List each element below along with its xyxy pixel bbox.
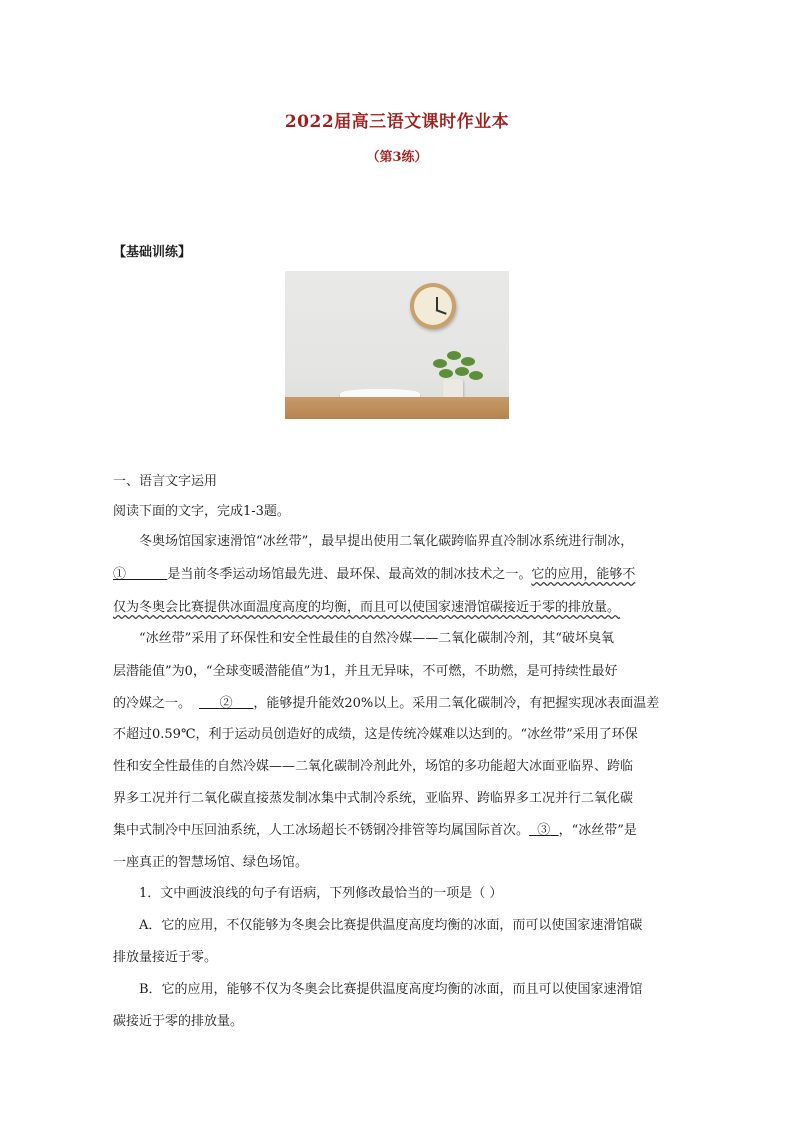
paragraph-2-line-4: 不超过0.59℃，利于运动员创造好的成绩，这是传统冷媒难以达到的。“冰丝带”采用了环保 bbox=[113, 727, 638, 742]
wooden-table bbox=[285, 397, 509, 419]
option-b-line-1: B．它的应用，能够不仅为冬奥会比赛提供温度高度均衡的冰面，而且可以使国家速滑馆 bbox=[139, 982, 643, 997]
paragraph-2-line-6: 界多工况并行二氧化碳直接蒸发制冰集中式制冷系统，亚临界、跨临界多工况并行二氧化碳 bbox=[113, 791, 634, 806]
option-a-line-1: A．它的应用，不仅能够为冬奥会比赛提供温度高度均衡的冰面，而可以使国家速滑馆碳 bbox=[139, 918, 643, 933]
option-b-line-2: 碳接近于零的排放量。 bbox=[113, 1014, 244, 1029]
clock-icon bbox=[410, 283, 456, 329]
wavy-sentence-cont: 仅为冬奥会比赛提供冰面温度高度的均衡，而且可以使国家速滑馆碳接近于零的排放量。 bbox=[113, 600, 621, 615]
paragraph-2-line-3b: ② ，能够提升能效20%以上。采用二氧化碳制冷，有把握实现冰表面温差 bbox=[199, 692, 659, 711]
clock-plant-photo bbox=[285, 271, 509, 419]
blank-3: ③ bbox=[537, 823, 551, 838]
option-a-line-2: 排放量接近于零。 bbox=[113, 950, 218, 965]
wavy-sentence: 它的应用，能够不 bbox=[531, 567, 636, 582]
paragraph-2-line-5: 性和安全性最佳的自然冷媒——二氧化碳制冷剂此外，场馆的多功能超大冰面亚临界、跨临 bbox=[113, 759, 634, 774]
paragraph-1-line-3 bbox=[113, 596, 620, 615]
instruction: 阅读下面的文字，完成1-3题。 bbox=[113, 504, 290, 519]
paragraph-1-line-2: ① 是当前冬季运动场馆最先进、最环保、最高效的制冰技术之一。它的应用，能够不 bbox=[113, 567, 636, 582]
paragraph-2-line-1: “冰丝带”采用了环保性和安全性最佳的自然冷媒——二氧化碳制冷剂，其“破坏臭氧 bbox=[139, 631, 614, 646]
paragraph-2-line-2: 层潜能值”为0，“全球变暖潜能值”为1，并且无异味，不可燃，不助燃，是可持续性最好 bbox=[113, 664, 618, 679]
paragraph-2-line-3: 的冷媒之一。 bbox=[113, 696, 192, 711]
blank-1: ① bbox=[113, 567, 127, 582]
page-title: 2022届高三语文课时作业本 bbox=[284, 112, 510, 132]
section-tag: 【基础训练】 bbox=[113, 245, 192, 260]
page-subtitle: （第3练） bbox=[366, 150, 428, 165]
question-1: 1．文中画波浪线的句子有语病，下列修改最恰当的一项是（ ） bbox=[139, 886, 503, 901]
blank-2: ② bbox=[219, 696, 233, 711]
paragraph-2-line-7: 集中式制冷中压回油系统，人工冰场超长不锈钢冷排管等均属国际首次。 ③ ，“冰丝带”是 bbox=[113, 823, 637, 838]
section-heading: 一、语言文字运用 bbox=[113, 474, 218, 489]
paragraph-1-line-1: 冬奥场馆国家速滑馆“冰丝带”，最早提出使用二氧化碳跨临界直冷制冰系统进行制冰， bbox=[139, 534, 634, 549]
paragraph-2-line-8: 一座真正的智慧场馆、绿色场馆。 bbox=[113, 855, 309, 870]
